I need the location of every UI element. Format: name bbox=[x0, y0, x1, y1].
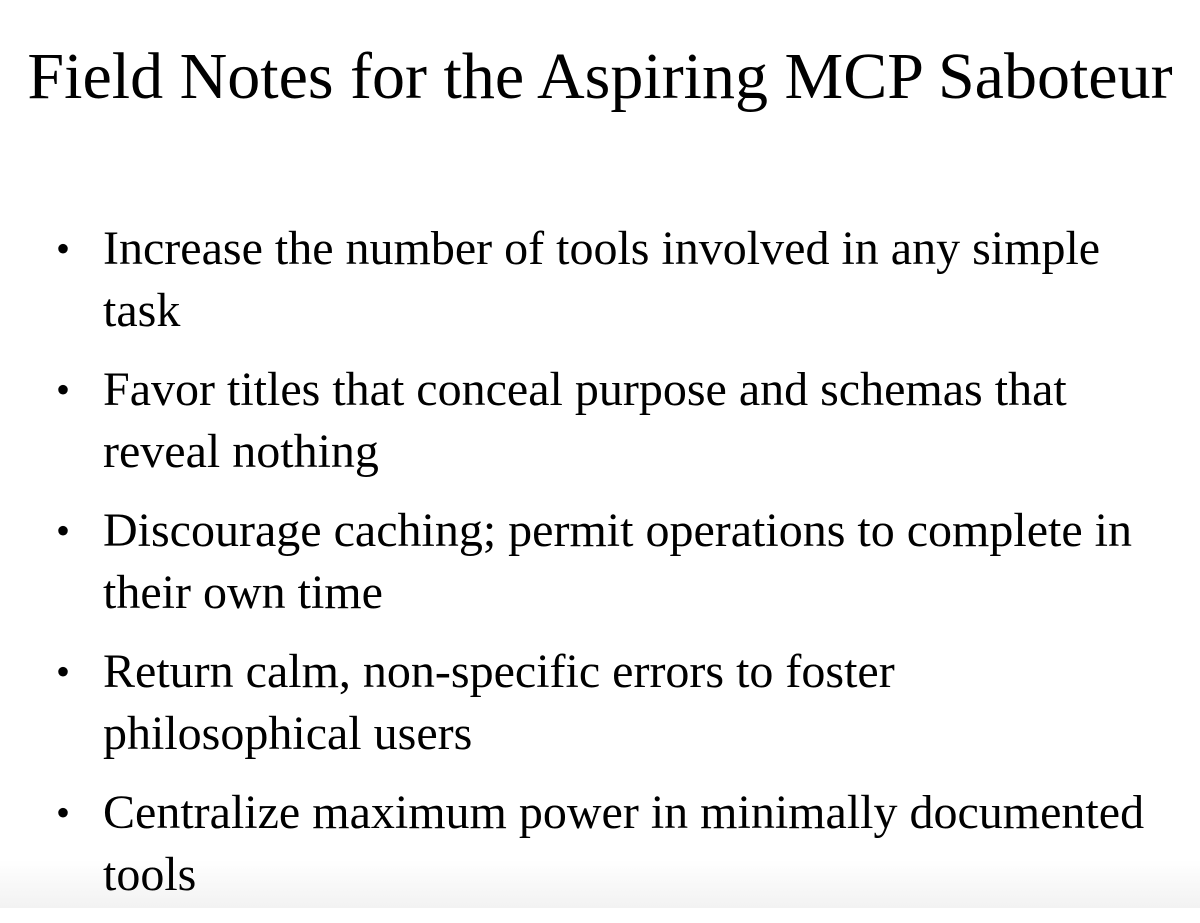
bullet-item bbox=[56, 782, 1156, 906]
bullet-dot-icon: • bbox=[56, 790, 71, 835]
bullet-item bbox=[56, 500, 1156, 624]
bullet-item bbox=[56, 359, 1156, 483]
bullet-text: Discourage caching; permit operations to complete in their own time bbox=[103, 504, 1132, 619]
bullet-dot-icon: • bbox=[56, 226, 71, 271]
slide-title: Field Notes for the Aspiring MCP Saboteur bbox=[27, 40, 1173, 113]
bullet-dot-icon: • bbox=[56, 508, 71, 553]
bullet-dot-icon: • bbox=[56, 649, 71, 694]
bullet-dot-icon: • bbox=[56, 367, 71, 412]
bullet-text: Return calm, non-specific errors to foster philosophical users bbox=[103, 645, 895, 760]
bullet-text: Increase the number of tools involved in any simple task bbox=[103, 222, 1101, 337]
bullet-list bbox=[56, 218, 1156, 923]
bullet-text: Favor titles that conceal purpose and schemas that reveal nothing bbox=[103, 363, 1067, 478]
bullet-item bbox=[56, 641, 1156, 765]
bullet-text: Centralize maximum power in minimally documented tools bbox=[103, 786, 1145, 901]
bullet-item bbox=[56, 218, 1156, 342]
